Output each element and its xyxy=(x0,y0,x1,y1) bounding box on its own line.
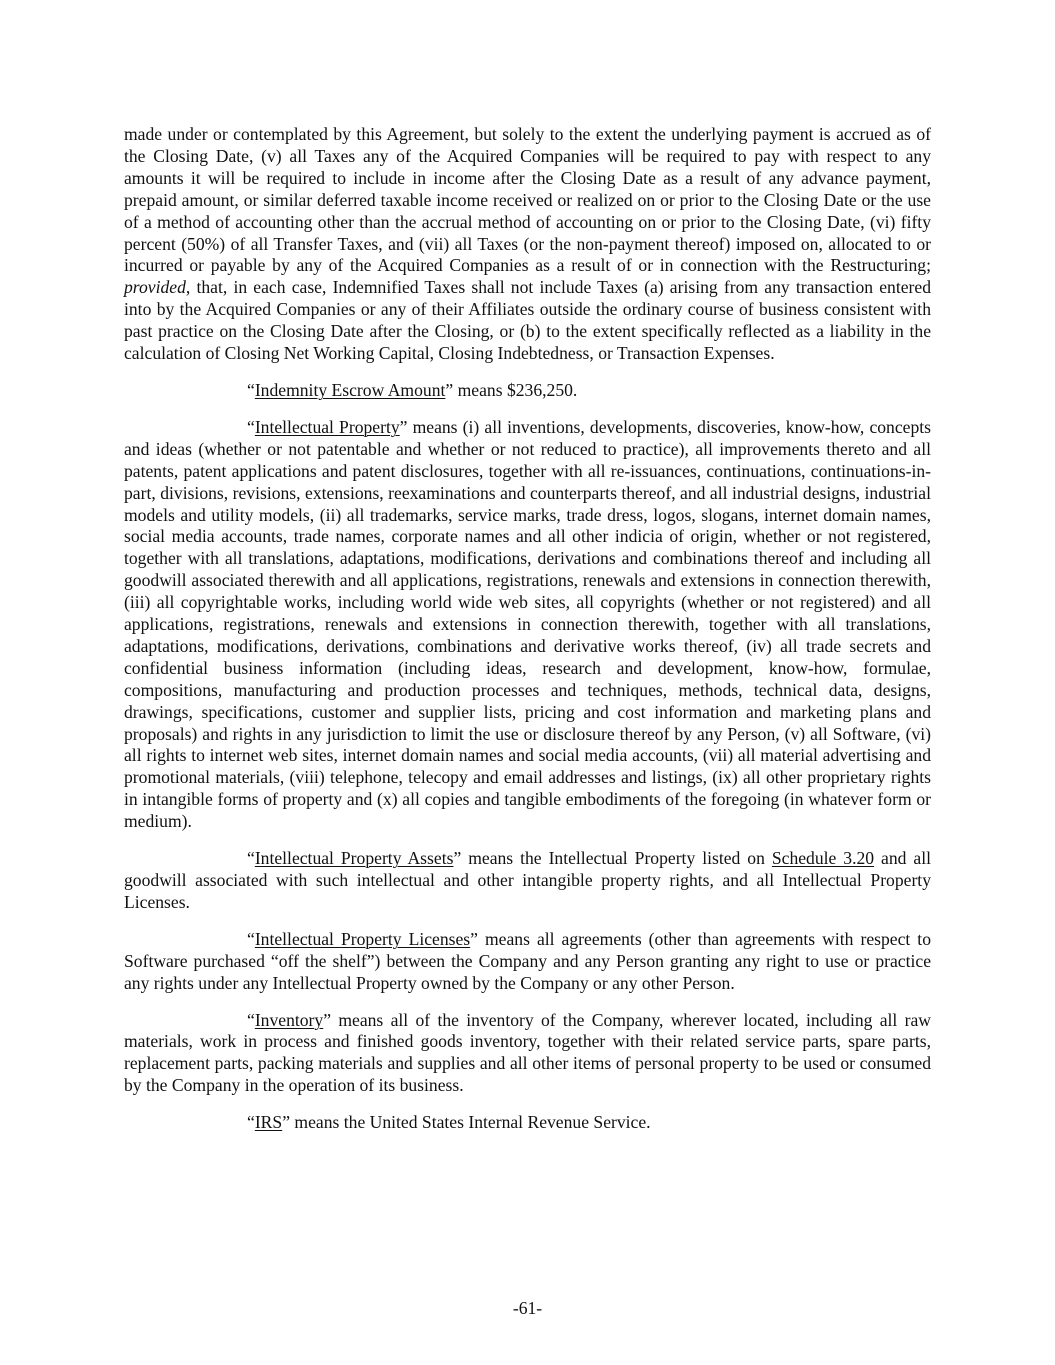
defined-term: Intellectual Property Assets xyxy=(254,848,454,869)
schedule-reference: Schedule 3.20 xyxy=(771,848,875,869)
continued-text-part2: , that, in each case, Indemnified Taxes shall not include Taxes (a) arising from any transaction entered into by the Acquired Companies or any of their Affiliates outside the ordinary course of business consistent with past practice on the Closing Date after the Closing, or (b) to the extent specifically reflected as a liability in the calculation of Closing Net Working Capital, Closing Indebtedness, or Transaction Expenses. xyxy=(124,277,931,364)
defined-term: Intellectual Property Licenses xyxy=(254,928,471,949)
definition-indemnity-escrow-amount xyxy=(124,380,931,402)
open-quote: “ xyxy=(247,1009,255,1030)
definition-text: ” means $236,250. xyxy=(445,379,578,400)
continued-text-part1: made under or contemplated by this Agreement, but solely to the extent the underlying payment is accrued as of the Closing Date, (v) all Taxes any of the Acquired Companies will be required to pay with respect to any amounts it will be required to include in income after the Closing Date as a result of any advance payment, prepaid amount, or similar deferred taxable income received or realized on or prior to the Closing Date or the use of a method of accounting other than the accrual method of accounting on or prior to the Closing Date, (vi) fifty percent (50%) of all Transfer Taxes, and (vii) all Taxes (or the non-payment thereof) imposed on, allocated to or incurred or payable by any of the Acquired Companies as a result of or in connection with the Restructuring; xyxy=(124,124,931,276)
open-quote: “ xyxy=(247,848,255,869)
defined-term: Intellectual Property xyxy=(254,416,400,437)
document-page xyxy=(124,124,931,1149)
definition-text: ” means the United States Internal Revenue Service. xyxy=(282,1112,651,1133)
page-number: -61- xyxy=(512,1298,543,1318)
provided-italic: provided xyxy=(124,277,186,298)
open-quote: “ xyxy=(247,416,255,437)
definition-intellectual-property xyxy=(124,417,931,833)
definition-text: ” means (i) all inventions, developments, discoveries, know-how, concepts and ideas (whether or not patentable and whether or not reduced to practice), all improvements thereto and all patents, patent applications and patent disclosures, together with all re-issuances, continuations, continuations-in-part, divisions, revisions, extensions, reexaminations and counterparts thereof, and all industrial designs, industrial models and utility models, (ii) all trademarks, service marks, trade dress, logos, slogans, internet domain names, social media accounts, trade names, corporate names and all other indicia of origin, whether or not registered, together with all translations, adaptations, modifications, derivations and combinations thereof and including all goodwill associated therewith and all applications, registrations, renewals and extensions in connection therewith, (iii) all copyrightable works, including world wide web sites, all copyrights (whether or not registered) and all applications, registrations, renewals and extensions in connection therewith, together with all translations, adaptations, modifications, derivations, combinations and derivative works thereof, (iv) all trade secrets and confidential business information (including ideas, research and development, know-how, formulae, compositions, manufacturing and production processes and techniques, methods, technical data, designs, drawings, specifications, customer and supplier lists, pricing and cost information and marketing plans and proposals) and rights in any jurisdiction to limit the use or disclosure thereof by any Person, (v) all Software, (vi) all rights to internet web sites, internet domain names and social media accounts, (vii) all material advertising and promotional materials, (viii) telephone, telecopy and email addresses and listings, (ix) all other proprietary rights in intangible forms of property and (x) all copies and tangible embodiments of the foregoing (in whatever form or medium). xyxy=(124,416,931,832)
definition-text: ” means all of the inventory of the Company, wherever located, including all raw materials, work in process and finished goods inventory, together with their related service parts, spare parts, replacement parts, packing materials and supplies and all other items of personal property to be used or consumed by the Company in the operation of its business. xyxy=(124,1009,931,1096)
open-quote: “ xyxy=(247,1112,255,1133)
open-quote: “ xyxy=(247,379,255,400)
definition-text-after-ref: and all goodwill associated with such intellectual and other intangible property rights, and all Intellectual Property Licenses. xyxy=(124,848,932,912)
definition-text-before-ref: ” means the Intellectual Property listed on xyxy=(453,848,772,869)
open-quote: “ xyxy=(247,928,255,949)
definition-irs xyxy=(124,1112,931,1134)
definition-inventory xyxy=(124,1010,931,1098)
definition-intellectual-property-assets xyxy=(124,848,931,914)
defined-term: IRS xyxy=(254,1112,283,1133)
defined-term: Inventory xyxy=(254,1009,324,1030)
definition-intellectual-property-licenses xyxy=(124,929,931,995)
defined-term: Indemnity Escrow Amount xyxy=(254,379,446,400)
continued-paragraph xyxy=(124,124,931,365)
definition-text: ” means all agreements (other than agreements with respect to Software purchased “off the shelf”) between the Company and any Person granting any right to use or practice any rights under any Intellectual Property owned by the Company or any other Person. xyxy=(124,928,931,993)
